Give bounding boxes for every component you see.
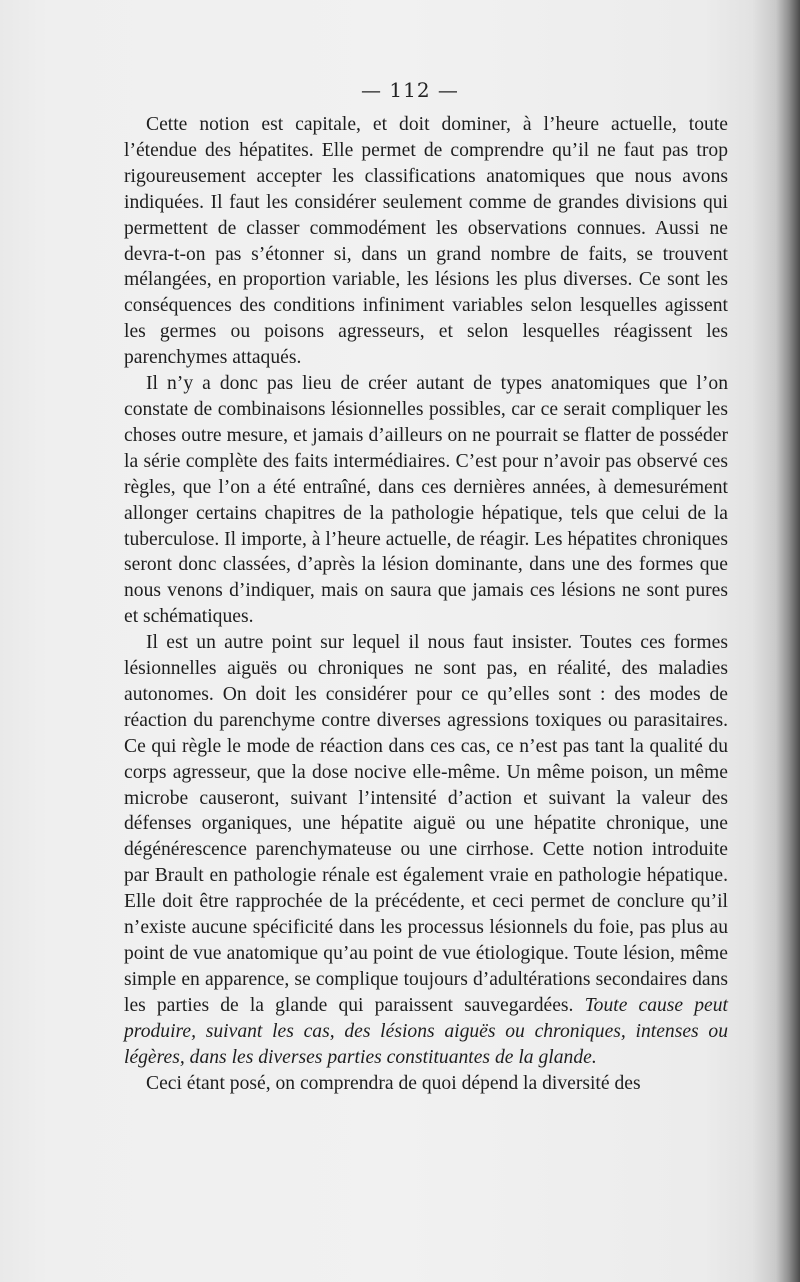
paragraph-3 bbox=[124, 630, 728, 1070]
body-text bbox=[124, 112, 728, 1096]
paragraph-4: Ceci étant posé, on comprendra de quoi dépend la diversité des bbox=[146, 1072, 641, 1094]
page-number: — 112 — bbox=[361, 78, 459, 102]
paragraph-3-text: Il est un autre point sur lequel il nous faut insister. Toutes ces formes lésionnelles aiguës ou chroniques ne sont pas, en réalité, des maladies autonomes. On doit les considérer pour ce qu’elles sont : des modes de réaction du parenchyme contre diverses agressions toxiques ou parasitaires. Ce qui règle le mode de réaction dans ces cas, ce n’est pas tant la qualité du corps agresseur, que la dose nocive elle-même. Un même poison, un même microbe causeront, suivant l’intensité d’action et suivant la valeur des défenses organiques, une hépatite aiguë ou une hépatite chronique, une dégénérescence parenchymateuse ou une cirrhose. Cette notion introduite par Brault en pathologie rénale est également vraie en pathologie hépatique. Elle doit être rapprochée de la précédente, et ceci permet de conclure qu’il n’existe aucune spécificité dans les processus lésionnels du foie, pas plus au point de vue anatomique qu’au point de vue étiologique. Toute lésion, même simple en apparence, se complique toujours d’adultérations secondaires dans les parties de la glande qui paraissent sauvegardées. bbox=[124, 632, 728, 1016]
paragraph-2: Il n’y a donc pas lieu de créer autant de types anatomiques que l’on constate de combinaisons lésionnelles possibles, car ce serait compliquer les choses outre mesure, et jamais d’ailleurs on ne pourrait se flatter de posséder la série complète des faits intermédiaires. C’est pour n’avoir pas observé ces règles, que l’on a été entraîné, dans ces dernières années, à demesurément allonger certains chapitres de la pathologie hépatique, tels que celui de la tuberculose. Il importe, à l’heure actuelle, de réagir. Les hépatites chroniques seront donc classées, d’après la lésion dominante, dans une des formes que nous venons d’indiquer, mais on saura que jamais ces lésions ne sont pures et schématiques. bbox=[124, 373, 728, 628]
paragraph-1: Cette notion est capitale, et doit dominer, à l’heure actuelle, toute l’étendue des hépatites. Elle permet de comprendre qu’il ne faut pas trop rigoureusement accepter les classifications anatomiques que nous avons indiquées. Il faut les considérer seulement comme de grandes divisions qui permettent de classer commodément les observations connues. Aussi ne devra-t-on pas s’étonner si, dans un grand nombre de faits, se trouvent mélangées, en proportion variable, les lésions les plus diverses. Ce sont les conséquences des conditions infiniment variables selon lesquelles agissent les germes ou poisons agresseurs, et selon lesquelles réagissent les parenchymes attaqués. bbox=[124, 114, 728, 369]
paragraph-3-italic: Toute cause peut produire, suivant les cas, des lésions aiguës ou chroniques, intenses ou légères, dans les diverses parties constituantes de la glande. bbox=[124, 994, 728, 1068]
